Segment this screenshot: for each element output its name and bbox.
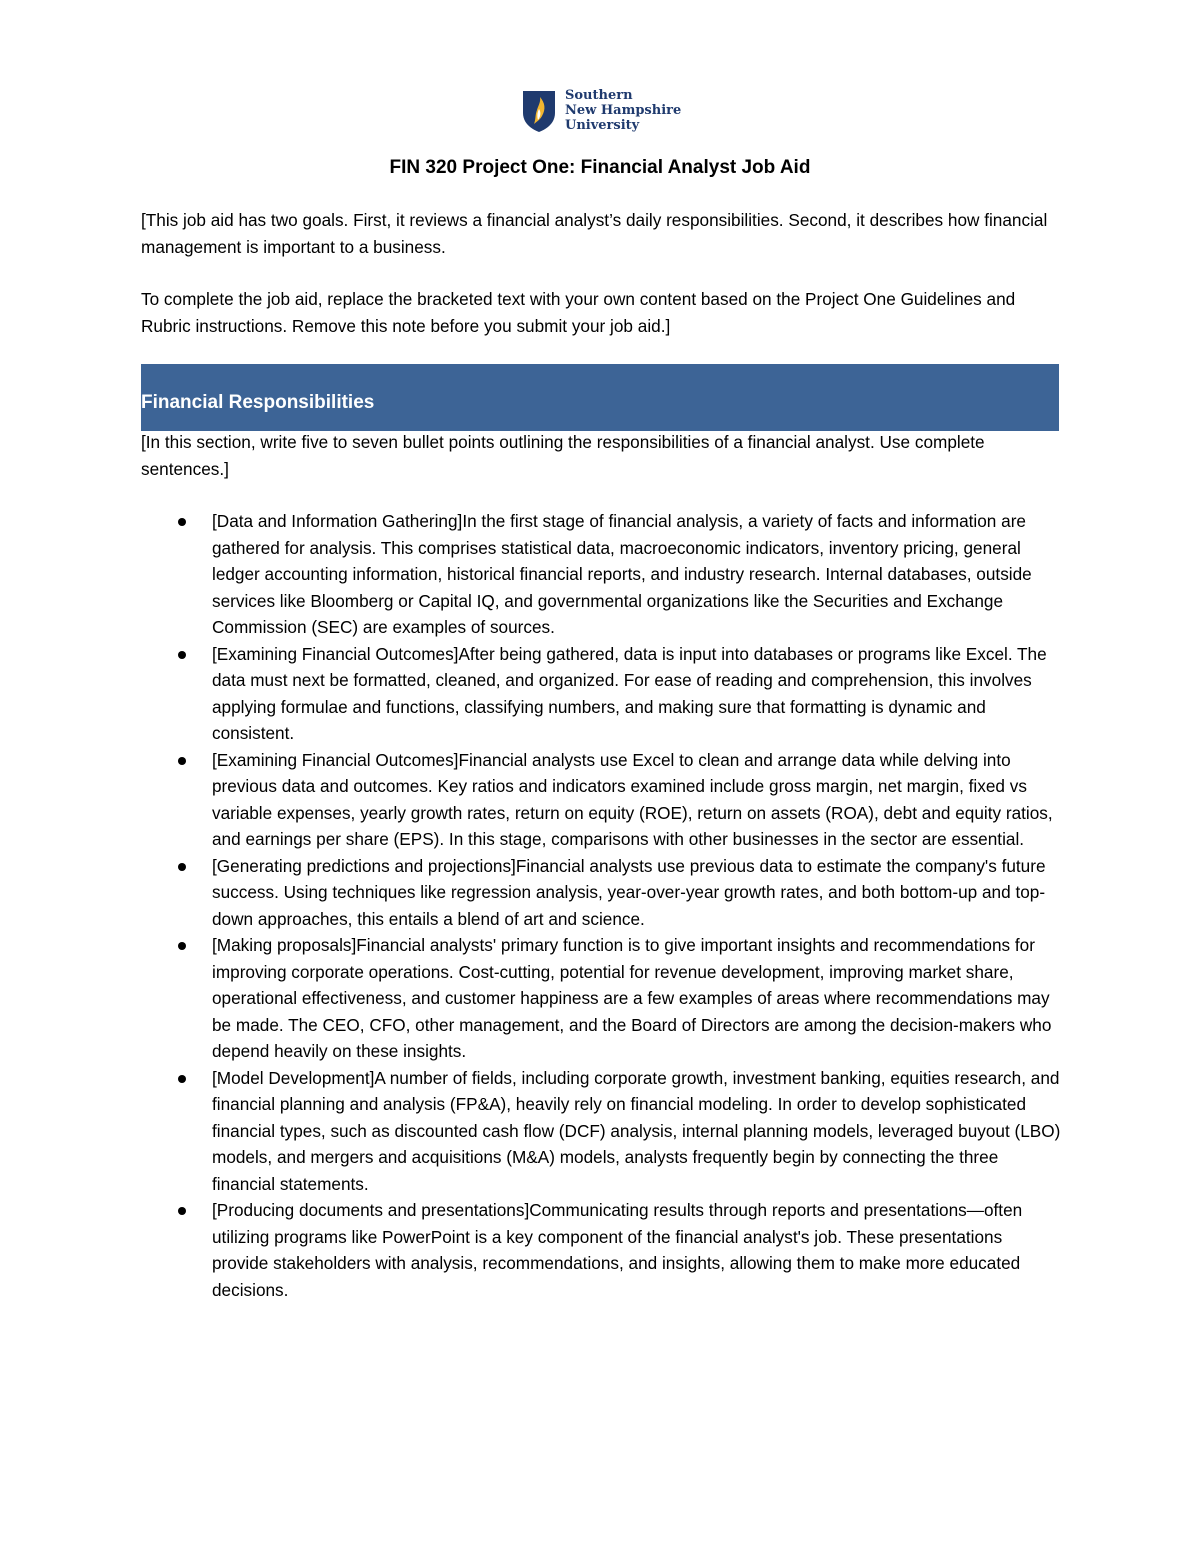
list-item-text: [Model Development]A number of fields, including corporate growth, investment banking, equities research, and financial planning and analysis (FP&A), heavily rely on financial modeling. In order to develop sophisticated financial types, such as discounted cash flow (DCF) analysis, internal planning models, leveraged buyout (LBO) models, and mergers and acquisitions (M&A) models, analysts frequently begin by connecting the three financial statements.	[212, 1067, 1061, 1194]
intro-paragraph-instructions: To complete the job aid, replace the bracketed text with your own content based on the Project One Guidelines and Rubric instructions. Remove this note before you submit your job aid.]	[141, 289, 1016, 336]
list-item	[141, 508, 1061, 641]
bullet-icon	[178, 518, 186, 526]
list-item	[141, 1197, 1061, 1303]
logo-line-1: Southern	[565, 88, 633, 103]
bullet-icon	[178, 1075, 186, 1083]
section-header-bar	[141, 364, 1059, 431]
intro-paragraph-goals: [This job aid has two goals. First, it reviews a financial analyst’s daily responsibilities. Second, it describes how financial management is important to a business.	[141, 210, 1048, 257]
bullet-icon	[178, 942, 186, 950]
list-item	[141, 1065, 1061, 1198]
responsibilities-list	[141, 508, 1061, 1303]
list-item-text: [Generating predictions and projections]Financial analysts use previous data to estimate the company's future success. Using techniques like regression analysis, year-over-year growth rates, and both bottom-up and top-down approaches, this entails a blend of art and science.	[212, 855, 1046, 929]
list-item	[141, 932, 1061, 1065]
list-item	[141, 641, 1061, 747]
logo-line-3: University	[565, 118, 640, 133]
logo-line-2: New Hampshire	[565, 103, 682, 118]
bullet-icon	[178, 1207, 186, 1215]
section-intro-text: [In this section, write five to seven bullet points outlining the responsibilities of a financial analyst. Use complete sentences.]	[141, 432, 985, 479]
list-item-text: [Examining Financial Outcomes]Financial analysts use Excel to clean and arrange data while delving into previous data and outcomes. Key ratios and indicators examined include gross margin, net margin, fixed vs variable expenses, yearly growth rates, return on equity (ROE), return on assets (ROA), debt and equity ratios, and earnings per share (EPS). In this stage, comparisons with other businesses in the sector are essential.	[212, 749, 1053, 849]
section-heading: Financial Responsibilities	[141, 392, 375, 413]
list-item	[141, 747, 1061, 853]
university-logo	[521, 88, 681, 133]
list-item-text: [Data and Information Gathering]In the first stage of financial analysis, a variety of facts and information are gathered for analysis. This comprises statistical data, macroeconomic indicators, inventory pricing, general ledger accounting information, historical financial reports, and industry research. Internal databases, outside services like Bloomberg or Capital IQ, and governmental organizations like the Securities and Exchange Commission (SEC) are examples of sources.	[212, 511, 1032, 637]
shield-flame-icon	[521, 89, 557, 133]
list-item-text: [Examining Financial Outcomes]After being gathered, data is input into databases or programs like Excel. The data must next be formatted, cleaned, and organized. For ease of reading and comprehension, this involves applying formulae and functions, classifying numbers, and making sure that formatting is dynamic and consistent.	[212, 643, 1047, 743]
bullet-icon	[178, 863, 186, 871]
bullet-icon	[178, 757, 186, 765]
list-item	[141, 853, 1061, 933]
document-title: FIN 320 Project One: Financial Analyst Job Aid	[389, 157, 811, 178]
list-item-text: [Making proposals]Financial analysts' primary function is to give important insights and recommendations for improving corporate operations. Cost-cutting, potential for revenue development, improving market share, operational effectiveness, and customer happiness are a few examples of areas where recommendations may be made. The CEO, CFO, other management, and the Board of Directors are among the decision-makers who depend heavily on these insights.	[212, 935, 1052, 1061]
list-item-text: [Producing documents and presentations]Communicating results through reports and presentations—often utilizing programs like PowerPoint is a key component of the financial analyst's job. These presentations provide stakeholders with analysis, recommendations, and insights, allowing them to make more educated decisions.	[212, 1200, 1023, 1300]
bullet-icon	[178, 651, 186, 659]
